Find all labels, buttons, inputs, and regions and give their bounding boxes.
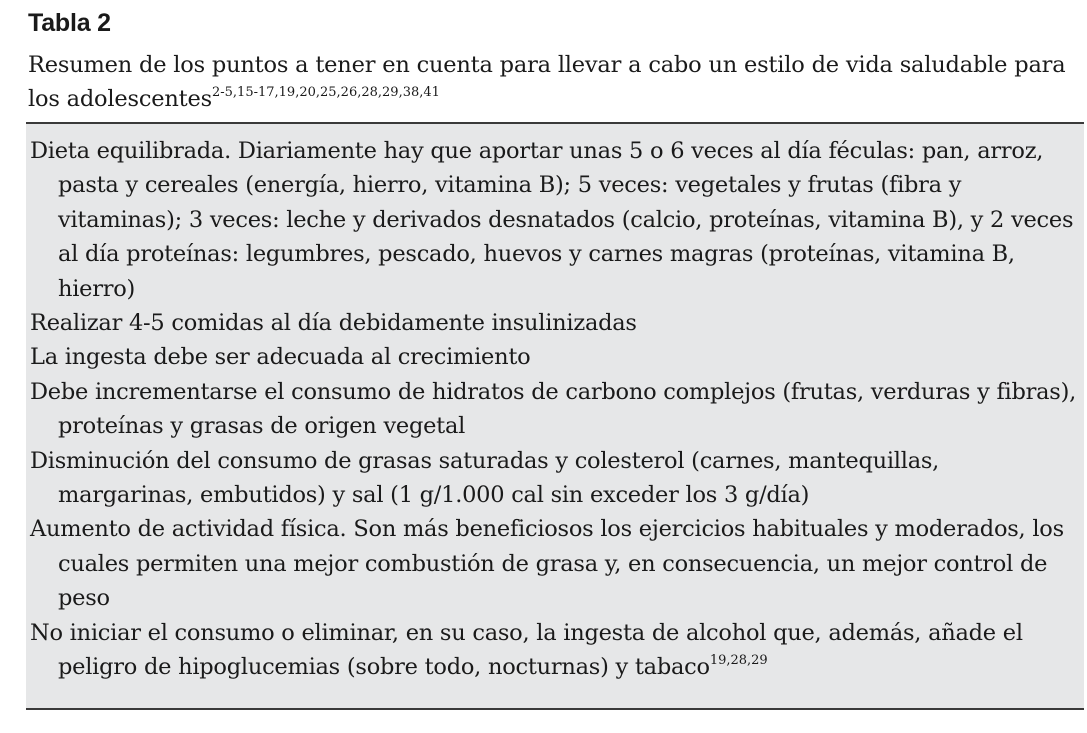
table-row xyxy=(28,616,1084,685)
table-row xyxy=(28,444,1084,513)
table-row xyxy=(28,134,1084,306)
table-caption-text: Resumen de los puntos a tener en cuenta para llevar a cabo un estilo de vida saludable para los adolescentes xyxy=(28,52,1066,112)
table-row xyxy=(28,512,1084,615)
table-row-refs: 19,28,29 xyxy=(709,653,768,669)
table-row-text: Aumento de actividad física. Son más beneficiosos los ejercicios habituales y moderados, los cuales permiten una mejor combustión de grasa y, en consecuencia, un mejor control de peso xyxy=(30,516,1064,612)
table-row-text: Dieta equilibrada. Diariamente hay que aportar unas 5 o 6 veces al día féculas: pan, arroz, pasta y cereales (energía, hierro, vitamina B); 5 veces: vegetales y frutas (fibra y vitaminas); 3 veces: leche y derivados desnatados (calcio, proteínas, vitamina B), y 2 veces al día proteínas: legumbres, pescado, huevos y carnes magras (proteínas, vitamina B, hierro) xyxy=(30,138,1074,302)
table-row-text: Disminución del consumo de grasas saturadas y colesterol (carnes, mantequillas, margarinas, embutidos) y sal (1 g/1.000 cal sin exceder los 3 g/día) xyxy=(30,447,940,509)
table-row-text: Realizar 4-5 comidas al día debidamente insulinizadas xyxy=(30,310,637,337)
table-row-text: La ingesta debe ser adecuada al crecimiento xyxy=(30,344,531,371)
table-caption-refs: 2-5,15-17,19,20,25,26,28,29,38,41 xyxy=(211,85,440,100)
table-body xyxy=(26,122,1084,710)
table-row xyxy=(28,375,1084,444)
table-label: Tabla 2 xyxy=(28,9,111,37)
table-caption xyxy=(28,48,1084,116)
table-row-text: Debe incrementarse el consumo de hidratos de carbono complejos (frutas, verduras y fibras), proteínas y grasas de origen vegetal xyxy=(30,378,1077,440)
table-row xyxy=(28,306,1084,340)
table-row-text: No iniciar el consumo o eliminar, en su caso, la ingesta de alcohol que, además, añade el peligro de hipoglucemias (sobre todo, nocturnas) y tabaco xyxy=(30,619,1023,681)
table-row xyxy=(28,340,1084,374)
